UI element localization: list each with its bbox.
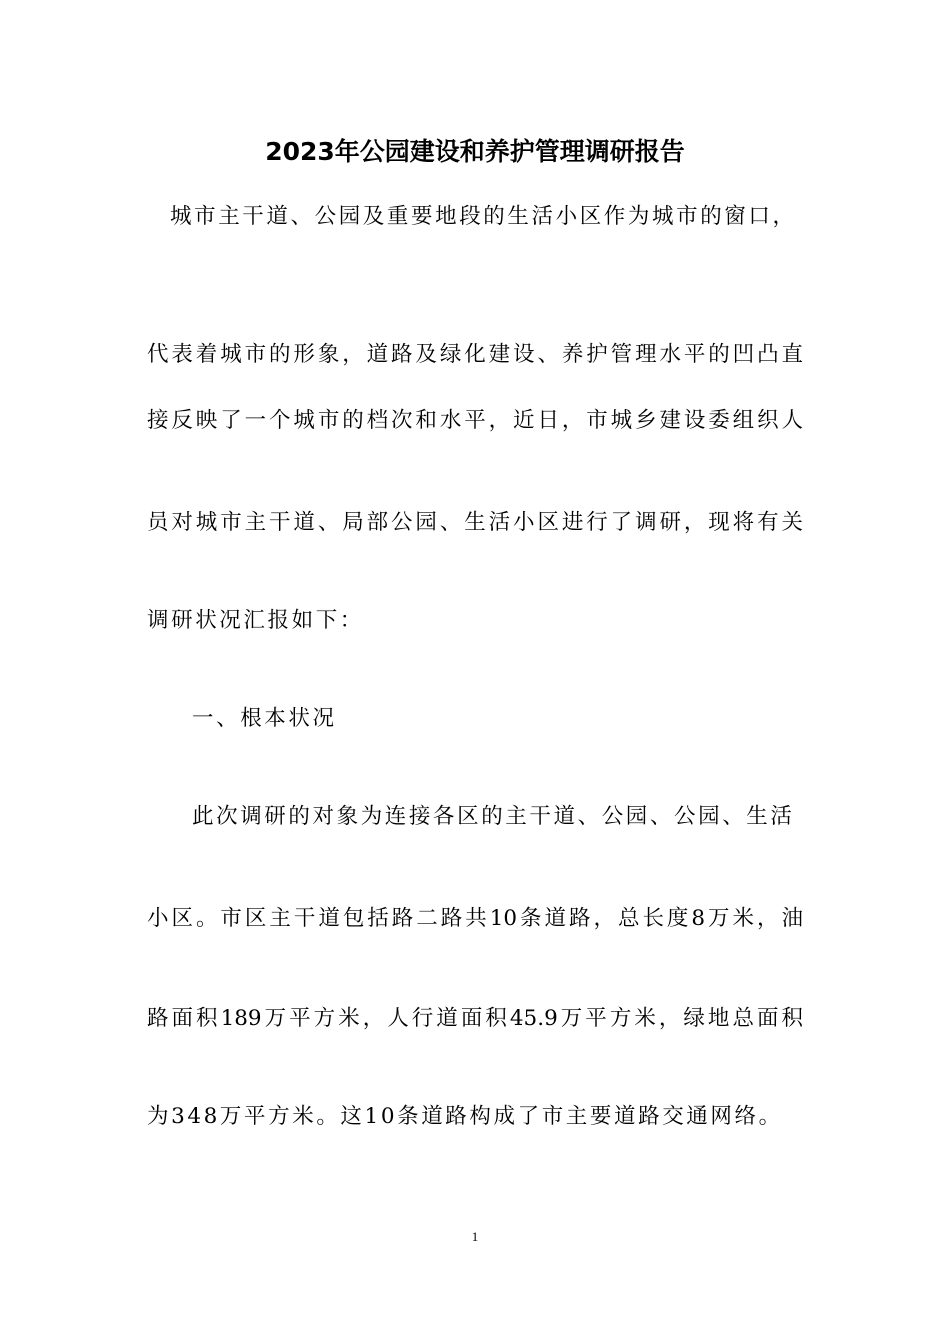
paragraph-line: 员对城市主干道、局部公园、生活小区进行了调研，现将有关: [147, 510, 803, 535]
paragraph-line: 城市主干道、公园及重要地段的生活小区作为城市的窗口，: [170, 204, 797, 229]
paragraph-line: 为348万平方米。这10条道路构成了市主要道路交通网络。: [147, 1104, 783, 1129]
page-number: 1: [471, 1229, 479, 1244]
paragraph-line: 接反映了一个城市的档次和水平，近日，市城乡建设委组织人: [147, 408, 803, 433]
document-title: 2023年公园建设和养护管理调研报告: [265, 137, 685, 166]
paragraph-line: 小区。市区主干道包括路二路共10条道路，总长度8万米，油: [147, 906, 803, 931]
paragraph-line: 调研状况汇报如下：: [147, 608, 364, 633]
paragraph-line: 路面积189万平方米，人行道面积45.9万平方米，绿地总面积: [147, 1006, 803, 1031]
section-heading: 一、根本状况: [192, 706, 337, 731]
paragraph-line: 此次调研的对象为连接各区的主干道、公园、公园、生活: [192, 804, 795, 829]
paragraph-line: 代表着城市的形象，道路及绿化建设、养护管理水平的凹凸直: [147, 342, 803, 367]
